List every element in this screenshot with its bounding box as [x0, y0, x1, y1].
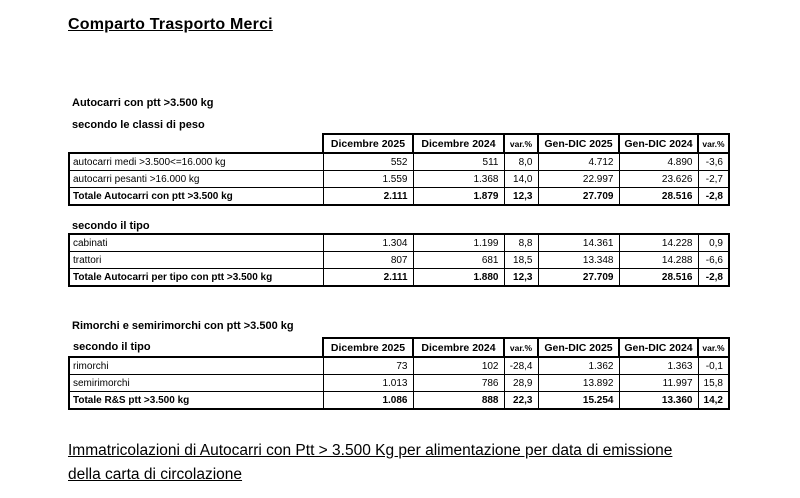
value-cell: 4.712 [538, 153, 619, 171]
section-heading-rimorchi: Rimorchi e semirimorchi con ptt >3.500 kg [72, 320, 294, 332]
value-cell: 28.516 [619, 188, 698, 206]
value-cell: 2.111 [323, 269, 413, 287]
value-cell: -2,8 [698, 188, 729, 206]
footer-heading-line-1: Immatricolazioni di Autocarri con Ptt > 3.500 Kg per alimentazione per data di emissione [68, 442, 673, 459]
value-cell: 1.879 [413, 188, 504, 206]
column-header: Dicembre 2025 [323, 338, 413, 357]
value-cell: 15.254 [538, 392, 619, 410]
value-cell: 13.360 [619, 392, 698, 410]
value-cell: 28.516 [619, 269, 698, 287]
table-row [69, 375, 729, 392]
row-label: cabinati [69, 234, 323, 252]
value-cell: 14.228 [619, 234, 698, 252]
value-cell: 14.288 [619, 252, 698, 269]
row-label: autocarri pesanti >16.000 kg [69, 171, 323, 188]
row-label: Totale Autocarri per tipo con ptt >3.500 kg [69, 269, 323, 287]
column-header: var.% [504, 134, 538, 153]
row-label: autocarri medi >3.500<=16.000 kg [69, 153, 323, 171]
column-header: Dicembre 2024 [413, 134, 504, 153]
value-cell: -2,8 [698, 269, 729, 287]
value-cell: -0,1 [698, 357, 729, 375]
value-cell: 27.709 [538, 269, 619, 287]
value-cell: 14,0 [504, 171, 538, 188]
footer-heading-line-2: della carta di circolazione [68, 466, 243, 483]
value-cell: 888 [413, 392, 504, 410]
column-header: var.% [698, 338, 729, 357]
value-cell: 0,9 [698, 234, 729, 252]
value-cell: -2,7 [698, 171, 729, 188]
value-cell: 18,5 [504, 252, 538, 269]
value-cell: 23.626 [619, 171, 698, 188]
value-cell: 14,2 [698, 392, 729, 410]
value-cell: 11.997 [619, 375, 698, 392]
value-cell: 1.013 [323, 375, 413, 392]
value-cell: 1.199 [413, 234, 504, 252]
column-header: Gen-DIC 2025 [538, 134, 619, 153]
value-cell: 73 [323, 357, 413, 375]
value-cell: 27.709 [538, 188, 619, 206]
value-cell: 1.363 [619, 357, 698, 375]
value-cell: 28,9 [504, 375, 538, 392]
section-subheading-tipo-autocarri: secondo il tipo [72, 220, 150, 232]
column-header: Gen-DIC 2024 [619, 134, 698, 153]
value-cell: 1.304 [323, 234, 413, 252]
table-corner-label: secondo il tipo [73, 341, 151, 353]
column-header: Dicembre 2024 [413, 338, 504, 357]
value-cell: 1.086 [323, 392, 413, 410]
row-label: trattori [69, 252, 323, 269]
row-label: semirimorchi [69, 375, 323, 392]
table-autocarri-classi-di-peso [68, 133, 730, 206]
value-cell: 786 [413, 375, 504, 392]
value-cell: 1.368 [413, 171, 504, 188]
value-cell: 8,8 [504, 234, 538, 252]
section-heading-autocarri: Autocarri con ptt >3.500 kg [72, 97, 214, 109]
table-header-row [69, 134, 729, 153]
table-corner-label [69, 134, 323, 153]
section-subheading-classi-di-peso: secondo le classi di peso [72, 119, 205, 131]
table-row [69, 171, 729, 188]
table-total-row [69, 392, 729, 410]
table-total-row [69, 188, 729, 206]
table-row [69, 234, 729, 252]
value-cell: 681 [413, 252, 504, 269]
value-cell: 15,8 [698, 375, 729, 392]
page-title: Comparto Trasporto Merci [68, 16, 273, 33]
value-cell: 102 [413, 357, 504, 375]
value-cell: 1.559 [323, 171, 413, 188]
table-header-row [69, 338, 729, 357]
value-cell: 1.362 [538, 357, 619, 375]
value-cell: 22,3 [504, 392, 538, 410]
row-label: Totale R&S ptt >3.500 kg [69, 392, 323, 410]
value-cell: 4.890 [619, 153, 698, 171]
value-cell: -6,6 [698, 252, 729, 269]
column-header: var.% [504, 338, 538, 357]
column-header: var.% [698, 134, 729, 153]
table-autocarri-per-tipo [68, 233, 730, 287]
value-cell: -3,6 [698, 153, 729, 171]
row-label: rimorchi [69, 357, 323, 375]
value-cell: 8,0 [504, 153, 538, 171]
table-rimorchi-semirimorchi [68, 337, 730, 410]
column-header: Gen-DIC 2024 [619, 338, 698, 357]
table-row [69, 357, 729, 375]
table-row [69, 153, 729, 171]
value-cell: 22.997 [538, 171, 619, 188]
table-row [69, 252, 729, 269]
footer-heading [68, 439, 672, 487]
value-cell: 13.892 [538, 375, 619, 392]
value-cell: -28,4 [504, 357, 538, 375]
value-cell: 12,3 [504, 188, 538, 206]
value-cell: 14.361 [538, 234, 619, 252]
value-cell: 2.111 [323, 188, 413, 206]
value-cell: 1.880 [413, 269, 504, 287]
value-cell: 12,3 [504, 269, 538, 287]
column-header: Gen-DIC 2025 [538, 338, 619, 357]
value-cell: 511 [413, 153, 504, 171]
table-total-row [69, 269, 729, 287]
value-cell: 13.348 [538, 252, 619, 269]
value-cell: 552 [323, 153, 413, 171]
value-cell: 807 [323, 252, 413, 269]
row-label: Totale Autocarri con ptt >3.500 kg [69, 188, 323, 206]
column-header: Dicembre 2025 [323, 134, 413, 153]
